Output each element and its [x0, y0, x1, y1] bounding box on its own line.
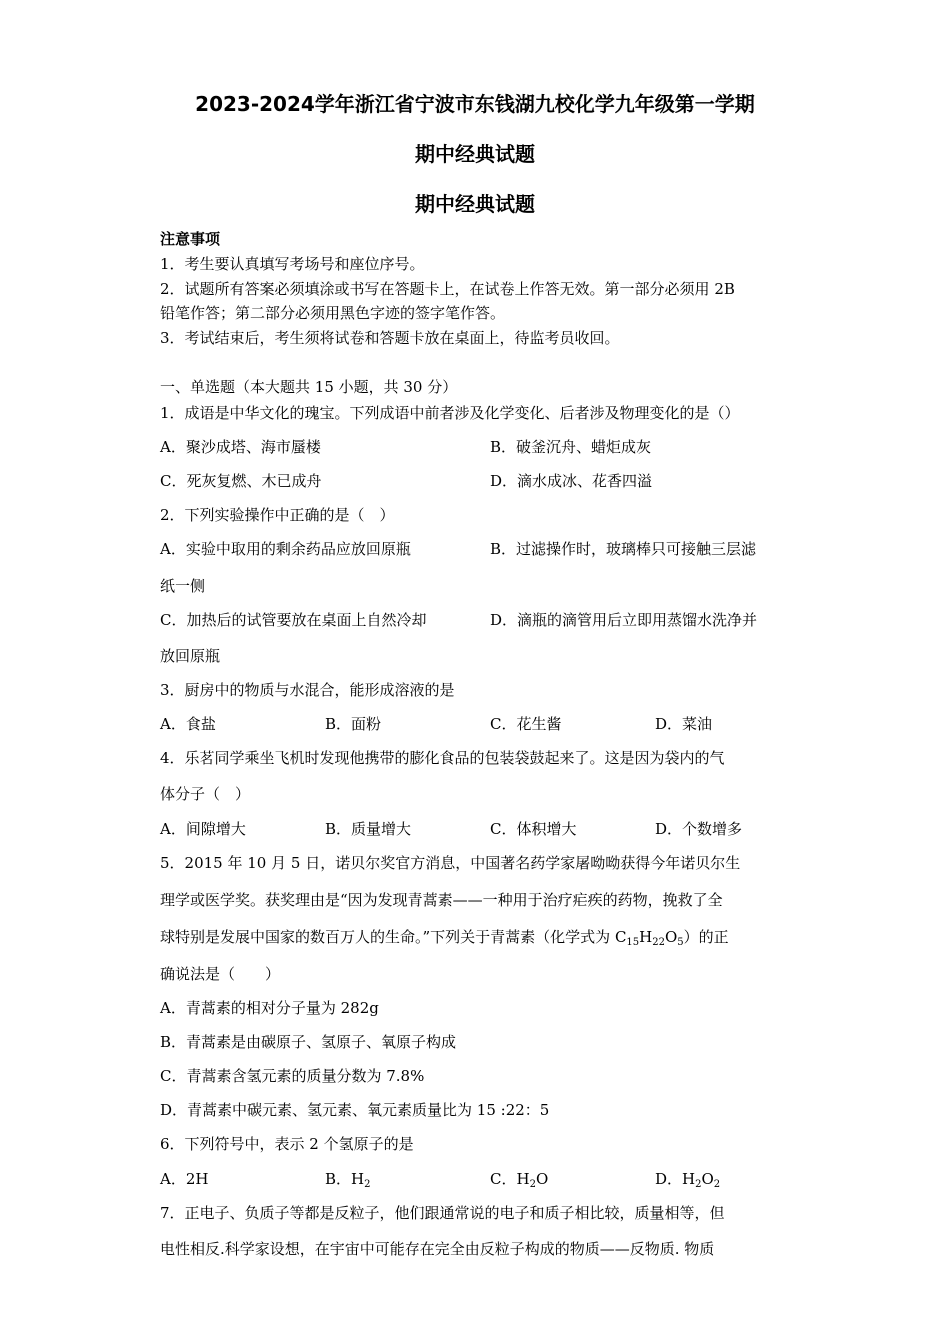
notice-item: 铅笔作答；第二部分必须用黑色字迹的签字笔作答。 [160, 304, 506, 322]
question-4-stem-continued: 体分子（ ） [160, 785, 251, 803]
q3-option-c: C．花生酱 [490, 715, 562, 733]
q4-option-d: D．个数增多 [655, 820, 743, 838]
question-4-stem: 4．乐茗同学乘坐飞机时发现他携带的膨化食品的包装袋鼓起来了。这是因为袋内的气 [160, 749, 725, 767]
q2-option-d-continued: 放回原瓶 [160, 647, 221, 665]
q2-option-b-continued: 纸一侧 [160, 577, 206, 595]
q1-option-c: C．死灰复燃、木已成舟 [160, 472, 322, 490]
exam-title: 2023-2024学年浙江省宁波市东钱湖九校化学九年级第一学期 [195, 92, 755, 116]
q2-option-a: A．实验中取用的剩余药品应放回原瓶 [160, 540, 411, 558]
section-heading: 一、单选题（本大题共 15 小题，共 30 分） [160, 378, 458, 396]
question-5-line: 确说法是（ ） [160, 965, 281, 983]
q3-option-b: B．面粉 [325, 715, 382, 733]
q4-option-a: A．间隙增大 [160, 820, 246, 838]
question-7-line: 电性相反.科学家设想，在宇宙中可能存在完全由反粒子构成的物质——反物质. 物质 [160, 1240, 715, 1258]
q3-option-a: A．食盐 [160, 715, 216, 733]
q1-option-a: A．聚沙成塔、海市蜃楼 [160, 438, 321, 456]
question-1-stem: 1．成语是中华文化的瑰宝。下列成语中前者涉及化学变化、后者涉及物理变化的是（） [160, 404, 740, 422]
question-5-line: 5．2015 年 10 月 5 日，诺贝尔奖官方消息，中国著名药学家屠呦呦获得今年诺贝尔生 [160, 854, 741, 872]
notice-item: 3．考试结束后，考生须将试卷和答题卡放在桌面上，待监考员收回。 [160, 329, 620, 347]
exam-subtitle-repeat: 期中经典试题 [415, 192, 535, 216]
q4-option-b: B．质量增大 [325, 820, 412, 838]
notice-item: 1．考生要认真填写考场号和座位序号。 [160, 255, 425, 273]
q2-option-b: B．过滤操作时，玻璃棒只可接触三层滤 [490, 540, 757, 558]
question-5-line: 理学或医学奖。获奖理由是“因为发现青蒿素——一种用于治疗疟疾的药物，挽救了全 [160, 891, 723, 909]
q2-option-d: D．滴瓶的滴管用后立即用蒸馏水洗净并 [490, 611, 758, 629]
q6-option-b: B．$H_2$ [325, 1170, 371, 1190]
q5-option-c: C．青蒿素含氢元素的质量分数为 7.8% [160, 1067, 425, 1085]
q5-option-a: A．青蒿素的相对分子量为 282g [160, 999, 379, 1017]
q1-option-d: D．滴水成冰、花香四溢 [490, 472, 653, 490]
q3-option-d: D．菜油 [655, 715, 713, 733]
q6-option-d: D．$H_2O_2$ [655, 1170, 721, 1190]
q6-option-a: A．2H [160, 1170, 209, 1188]
q4-option-c: C．体积增大 [490, 820, 577, 838]
question-5-formula-line: 球特别是发展中国家的数百万人的生命。”下列关于青蒿素（化学式为 $C_{15}H_{22}O_5$）的正 [160, 928, 729, 948]
question-6-stem: 6．下列符号中，表示 2 个氢原子的是 [160, 1135, 414, 1153]
notice-heading: 注意事项 [160, 230, 221, 248]
question-7-line: 7．正电子、负质子等都是反粒子，他们跟通常说的电子和质子相比较，质量相等，但 [160, 1204, 725, 1222]
q5-option-d: D．青蒿素中碳元素、氢元素、氧元素质量比为 15 :22：5 [160, 1101, 550, 1119]
question-3-stem: 3．厨房中的物质与水混合，能形成溶液的是 [160, 681, 455, 699]
question-2-stem: 2．下列实验操作中正确的是（ ） [160, 506, 395, 524]
exam-subtitle: 期中经典试题 [415, 142, 535, 166]
q1-option-b: B．破釜沉舟、蜡炬成灰 [490, 438, 652, 456]
q5-option-b: B．青蒿素是由碳原子、氢原子、氧原子构成 [160, 1033, 457, 1051]
q2-option-c: C．加热后的试管要放在桌面上自然冷却 [160, 611, 427, 629]
q6-option-c: C．$H_2O$ [490, 1170, 549, 1190]
notice-item: 2．试题所有答案必须填涂或书写在答题卡上，在试卷上作答无效。第一部分必须用 2B [160, 280, 735, 298]
